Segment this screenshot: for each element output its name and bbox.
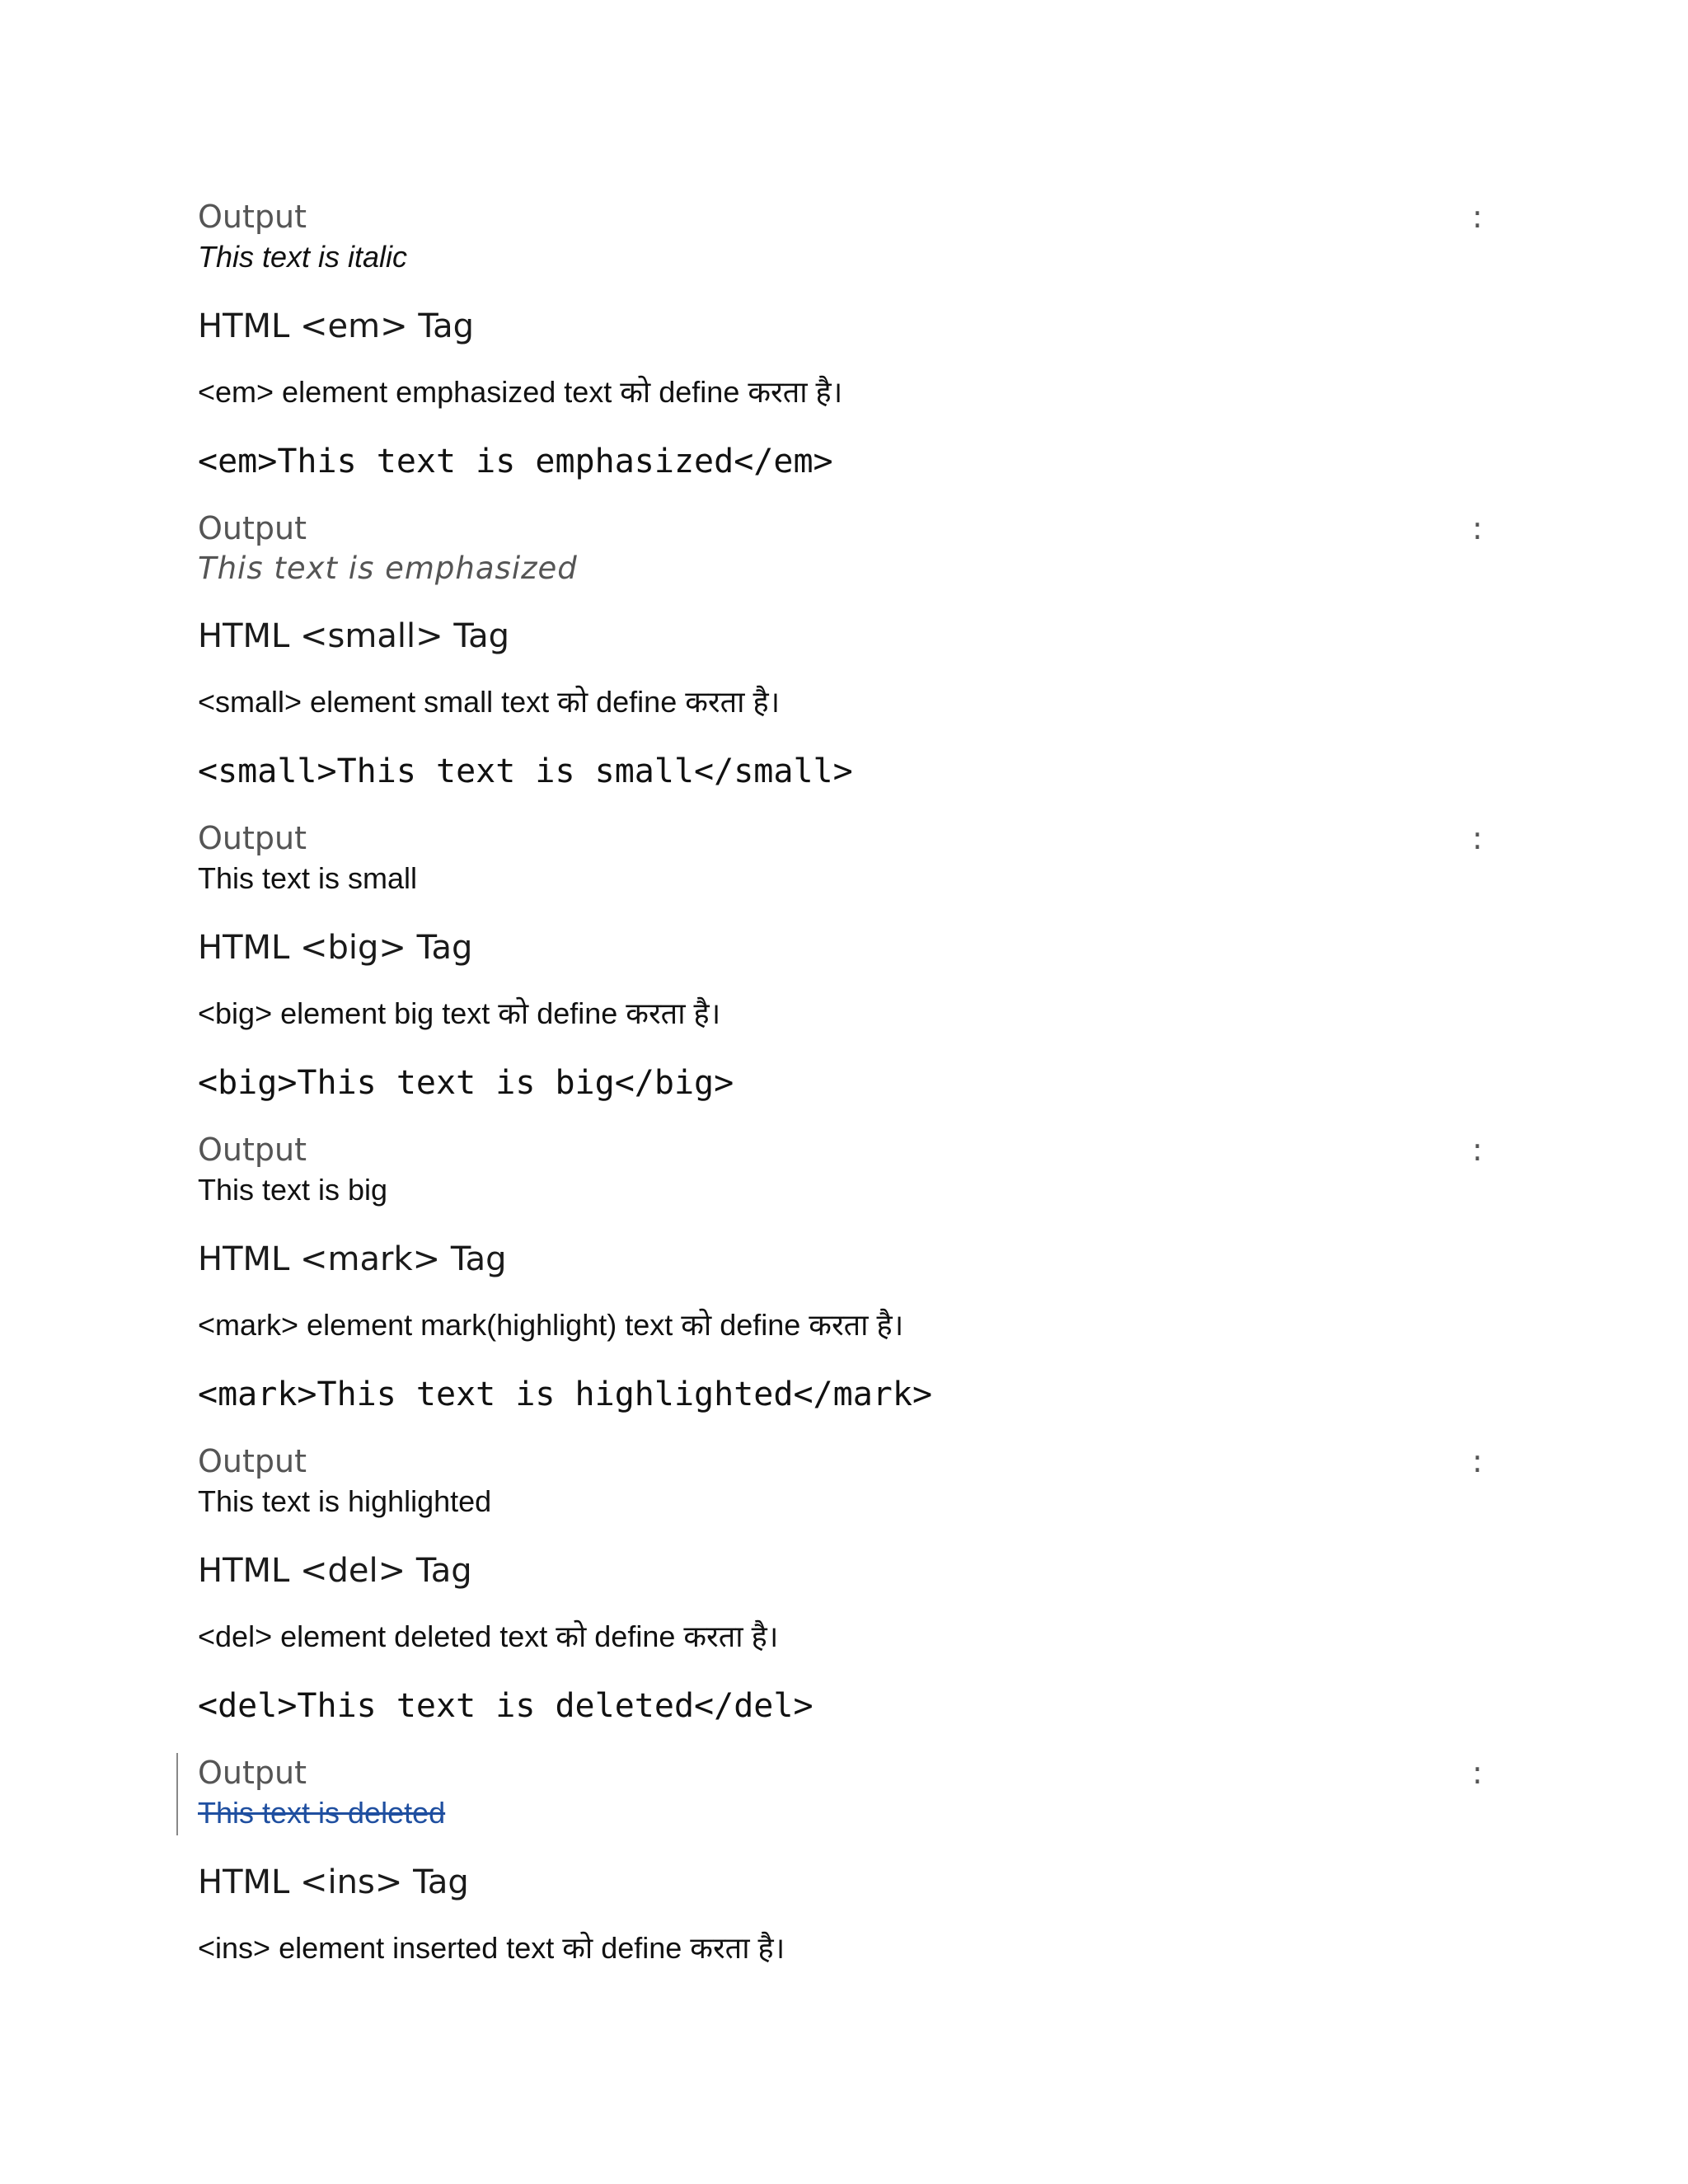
description-small-tag: <small> element small text को define करता है। [198,685,781,719]
heading-ins-tag: HTML <ins> Tag [198,1863,469,1901]
output-result-small: This text is small [198,861,418,895]
output-colon-del: : [1472,1755,1483,1791]
heading-mark-tag: HTML <mark> Tag [198,1240,507,1278]
heading-del-tag: HTML <del> Tag [198,1552,472,1590]
output-colon-small: : [1472,820,1483,856]
output-label-mark: Output [198,1443,307,1479]
description-ins-tag: <ins> element inserted text को define करता है। [198,1931,785,1965]
output-colon-italic: : [1472,199,1483,235]
description-em-tag: <em> element emphasized text को define करता है। [198,375,843,409]
description-big-tag: <big> element big text को define करता है। [198,996,721,1030]
description-del-tag: <del> element deleted text को define करता है। [198,1619,779,1653]
output-label-del: Output [198,1755,307,1791]
output-label-italic: Output [198,199,307,235]
heading-em-tag: HTML <em> Tag [198,307,475,345]
output-result-del: This text is deleted [198,1796,446,1830]
heading-big-tag: HTML <big> Tag [198,929,473,967]
code-small-tag: <small>This text is small</small> [198,752,853,790]
output-label-small: Output [198,820,307,856]
output-colon-big: : [1472,1132,1483,1168]
output-label-em: Output [198,510,307,546]
output-colon-mark: : [1472,1443,1483,1479]
output-result-em: This text is emphasized [198,551,578,586]
code-mark-tag: <mark>This text is highlighted</mark> [198,1376,933,1413]
code-em-tag: <em>This text is emphasized</em> [198,443,833,480]
output-result-italic: This text is italic [198,240,408,274]
output-result-mark: This text is highlighted [198,1484,492,1518]
output-label-big: Output [198,1132,307,1168]
change-bar [176,1753,178,1835]
output-result-big: This text is big [198,1173,388,1207]
heading-small-tag: HTML <small> Tag [198,617,510,655]
description-mark-tag: <mark> element mark(highlight) text को define करता है। [198,1308,904,1342]
code-big-tag: <big>This text is big</big> [198,1064,734,1102]
output-colon-em: : [1472,510,1483,546]
code-del-tag: <del>This text is deleted</del> [198,1687,814,1725]
